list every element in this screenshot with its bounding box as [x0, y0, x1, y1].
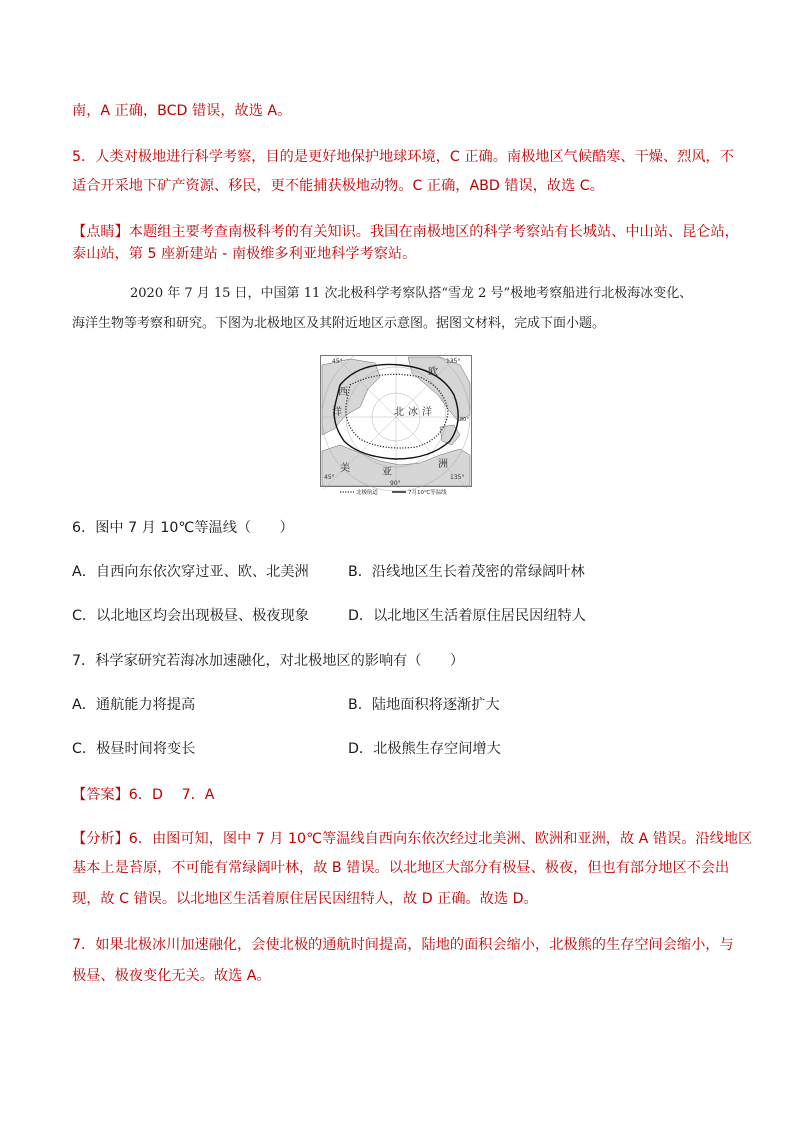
q7-option-a[interactable]: A．通航能力将提高: [72, 697, 196, 713]
q6-stem: 6．图中 7 月 10℃等温线（ ）: [72, 520, 294, 536]
q6-option-d[interactable]: D．以北地区生活着原住居民因纽特人: [348, 608, 586, 624]
comment-line2: 泰山站，第 5 座新建站 - 南极维多利亚地科学考察站。: [72, 246, 417, 262]
q5-analysis-line1: 5．人类对极地进行科学考察，目的是更好地保护地球环境，C 正确。南极地区气候酷寒、干燥、烈风，不: [72, 149, 734, 165]
legend-route-label: 北极航道: [356, 490, 379, 495]
label-bing: 冰: [408, 407, 418, 418]
label-45-top: 45°: [332, 358, 343, 365]
q7-option-b[interactable]: B．陆地面积将逐渐扩大: [348, 697, 500, 713]
intro-line1: 2020 年 7 月 15 日，中国第 11 次北极科学考察队搭“雪龙 2 号”极地考察船进行北极海冰变化、: [130, 286, 693, 301]
analysis-line2: 基本上是苔原，不可能有常绿阔叶林，故 B 错误。以北地区大部分有极昼、极夜，但也有部分地区不会出: [72, 860, 730, 876]
q7-analysis-line1: 7．如果北极冰川加速融化，会使北极的通航时间提高，陆地的面积会缩小，北极熊的生存空间会缩小，与: [72, 937, 734, 953]
answer-line: 【答案】6．D 7．A: [72, 787, 215, 803]
q7-stem: 7．科学家研究若海冰加速融化，对北极地区的影响有（ ）: [72, 653, 465, 669]
analysis-line3: 现，故 C 错误。以北地区生活着原住居民因纽特人，故 D 正确。故选 D。: [72, 891, 538, 907]
label-135-top: 135°: [446, 358, 461, 365]
legend-iso-label: 7月10℃等温线: [408, 490, 447, 495]
q5-analysis-line2: 适合开采地下矿产资源、移民，更不能捕获极地动物。C 正确，ABD 错误，故选 C。: [72, 178, 604, 194]
label-zhou: 洲: [438, 459, 448, 470]
label-ya: 亚: [382, 467, 392, 478]
previous-answer-line: 南，A 正确，BCD 错误，故选 A。: [72, 103, 292, 119]
q6-option-c[interactable]: C．以北地区均会出现极昼、极夜现象: [72, 608, 309, 624]
q6-option-a[interactable]: A．自西向东依次穿过亚、欧、北美洲: [72, 564, 309, 580]
label-90: 90°: [390, 480, 401, 487]
label-mei: 美: [340, 463, 350, 474]
label-80: 80°: [460, 417, 469, 423]
q7-option-d[interactable]: D．北极熊生存空间增大: [348, 741, 501, 757]
q7-option-c[interactable]: C．极昼时间将变长: [72, 741, 196, 757]
analysis-line1: 【分析】6．由图可知，图中 7 月 10℃等温线自西向东依次经过北美洲、欧洲和亚洲，故 A 错误。沿线地区: [72, 831, 753, 847]
comment-line1: 【点睛】本题组主要考查南极科考的有关知识。我国在南极地区的科学考察站有长城站、中山站、昆仑站，: [72, 224, 739, 240]
label-yang: 洋: [332, 407, 342, 418]
arctic-map: [320, 355, 472, 495]
label-bei: 北: [394, 407, 404, 418]
label-ou: 欧: [428, 367, 438, 378]
intro-line2: 海洋生物等考察和研究。下图为北极地区及其附近地区示意图。据图文材料，完成下面小题。: [72, 316, 606, 331]
label-135-bottom: 135°: [450, 474, 465, 481]
q7-analysis-line2: 极昼、极夜变化无关。故选 A。: [72, 968, 271, 984]
q6-option-b[interactable]: B．沿线地区生长着茂密的常绿阔叶林: [348, 564, 585, 580]
label-45-bottom: 45°: [324, 474, 335, 481]
label-xi: 西: [338, 387, 348, 398]
label-yang2: 洋: [422, 407, 432, 418]
